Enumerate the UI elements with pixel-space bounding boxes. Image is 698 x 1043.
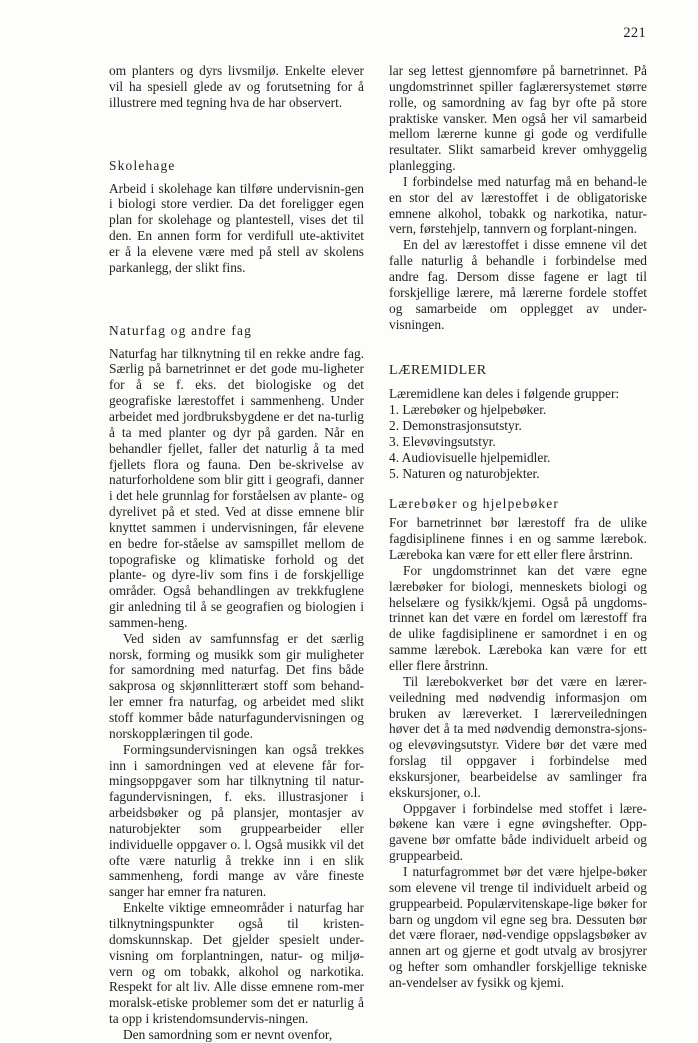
paragraph: Formingsundervisningen kan også trekkes inn i samordningen ved at elevene får for-mingsoppgaver som har tilknytning til natur-fagundervisningen, f. eks. illustrasjoner i arbeidsbøker og på plansjer, montasjer av naturobjekter som gruppearbeider eller individuelle oppgaver o. l. Også musikk vil det ofte være naturlig å trekke inn i en slik sammenheng, fordi mange av våre fineste sanger har emner fra naturen. [109,741,364,900]
section-heading-naturfag: Naturfag og andre fag [109,322,253,338]
paragraph: Ved siden av samfunnsfag er det særlig norsk, forming og musikk som gir muligheter for samordning med naturfag. Det fins både sakprosa og skjønnlitterært stoff som behand-ler emner fra naturfag, og arbeidet med slikt stoff kommer både naturfagundervisningen og norskopplæringen til gode. [109,630,364,741]
left-column [109,63,364,1043]
right-column [389,63,647,991]
paragraph: Naturfag har tilknytning til en rekke andre fag. Særlig på barnetrinnet er det gode mu-ligheter for å se f. eks. det biologiske og det geografiske lærestoffet i sammenheng. Under arbeidet med jordbruksbygdene er det na-turlig å ta med planter og dyr på garden. Når en behandler fjellet, faller det naturlig å ta med fjellets flora og fauna. Den be-skrivelse av naturforholdene som blir gitt i geografi, danner i det hele grunnlag for forståelsen av plante- og dyrelivet på et sted. Ved at disse emnene blir knyttet sammen i undervisningen, får elevene en bedre for-ståelse av samspillet mellom de topografiske og klimatiske forhold og det plante- og dyre-liv som fins i de forskjellige områder. Også behandlingen av trekkfuglene gir anledning til å se geografien og biologien i sammen-heng. [109,345,364,630]
page-number: 221 [623,25,646,41]
paragraph: En del av lærestoffet i disse emnene vil det falle naturlig å behandle i forbindelse med andre fag. Dersom disse fagene er lagt til forskjellige lærere, må lærerne fordele stoffet og samarbeide om opplegget av under-visningen. [389,237,647,332]
section-heading-laeremidler: LÆREMIDLER [389,363,487,379]
paragraph: I naturfagrommet bør det være hjelpe-bøker som elevene vil trenge til individuelt arbeid og gruppearbeid. Populærvitenskape-lige bøker for barn og ungdom vil egne seg bra. Dessuten bør det være floraer, nød-vendige oppslagsbøker av annen art og gjerne et godt utvalg av brosjyrer og hefter som omhandler forskjellige tekniske an-vendelser av fysikk og kjemi. [389,863,647,990]
paragraph: Arbeid i skolehage kan tilføre undervisnin-gen i biologi store verdier. Da det foreligger egen plan for skolehage og plantestell, vises det til den. En annen form for verdifull ute-aktivitet er å la elevene være med på stell av skolens parkanlegg, der slikt fins. [109,180,364,275]
paragraph: lar seg lettest gjennomføre på barnetrinnet. På ungdomstrinnet spiller faglærersystemet større rolle, og samordning av fag byr ofte på store praktiske vansker. Men også her vil samarbeid mellom lærerne kunne gi gode og verdifulle resultater. Slikt samarbeid krever omhyggelig planlegging. [389,63,647,174]
paragraph: Oppgaver i forbindelse med stoffet i lære-bøkene kan være i egne øvingshefter. Opp-gavene bør omfatte både individuelt arbeid og gruppearbeid. [389,800,647,864]
paragraph: Den samordning som er nevnt ovenfor, [123,1026,333,1042]
list-item: 4. Audiovisuelle hjelpemidler. [389,449,551,465]
list-item: 2. Demonstrasjonsutstyr. [389,418,522,434]
laeremidler-list [389,402,647,481]
list-intro: Læremidlene kan deles i følgende grupper: [389,386,620,402]
paragraph: I forbindelse med naturfag må en behand-le en stor del av lærestoffet i de obligatoriske emnene alkohol, tobakk og narkotika, natur-vern, førstehjelp, tannvern og forplant-ningen. [389,173,647,237]
section-heading-laereboker: Lærebøker og hjelpebøker [389,496,560,512]
intro-paragraph: om planters og dyrs livsmiljø. Enkelte elever vil ha spesiell glede av og forutsetning for å illustrere med tegning hva de har observert. [109,63,364,110]
list-item: 1. Lærebøker og hjelpebøker. [389,402,547,418]
paragraph: Enkelte viktige emneområder i naturfag har tilknytningspunkter også til kristen-domskunnskap. Det gjelder spesielt under-visning om forplantningen, natur- og miljø-vern og om tobakk, alkohol og narkotika. Respekt for alt liv. Alle disse emnene rom-mer moralsk-etiske problemer som det er naturlig å ta opp i kristendomsundervis-ningen. [109,900,364,1027]
section-heading-skolehage: Skolehage [109,157,176,173]
list-item: 5. Naturen og naturobjekter. [389,465,540,481]
paragraph: For barnetrinnet bør lærestoff fra de ulike fagdisiplinene finnes i en og samme lærebok. Læreboka kan være for ett eller flere årstrinn. [389,515,647,563]
paragraph: For ungdomstrinnet kan det være egne lærebøker for biologi, menneskets biologi og helselære og fysikk/kjemi. Også på ungdoms-trinnet kan det være en fordel om lærestoff fra de ulike fagdisiplinene er samordnet i en og samme lærebok. Læreboka kan være for ett eller flere årstrinn. [389,562,647,673]
list-item: 3. Elevøvingsutstyr. [389,433,496,449]
paragraph: Til lærebokverket bør det være en lærer-veiledning med nødvendig informasjon om bruken av læreverket. I lærerveiledningen høver det å ta med nødvendig demonstra-sjons- og elevøvingsutstyr. Videre bør det være med forslag til oppgaver i forbindelse med ekskursjoner, bearbeidelse av samlinger fra ekskursjoner, o.l. [389,673,647,800]
